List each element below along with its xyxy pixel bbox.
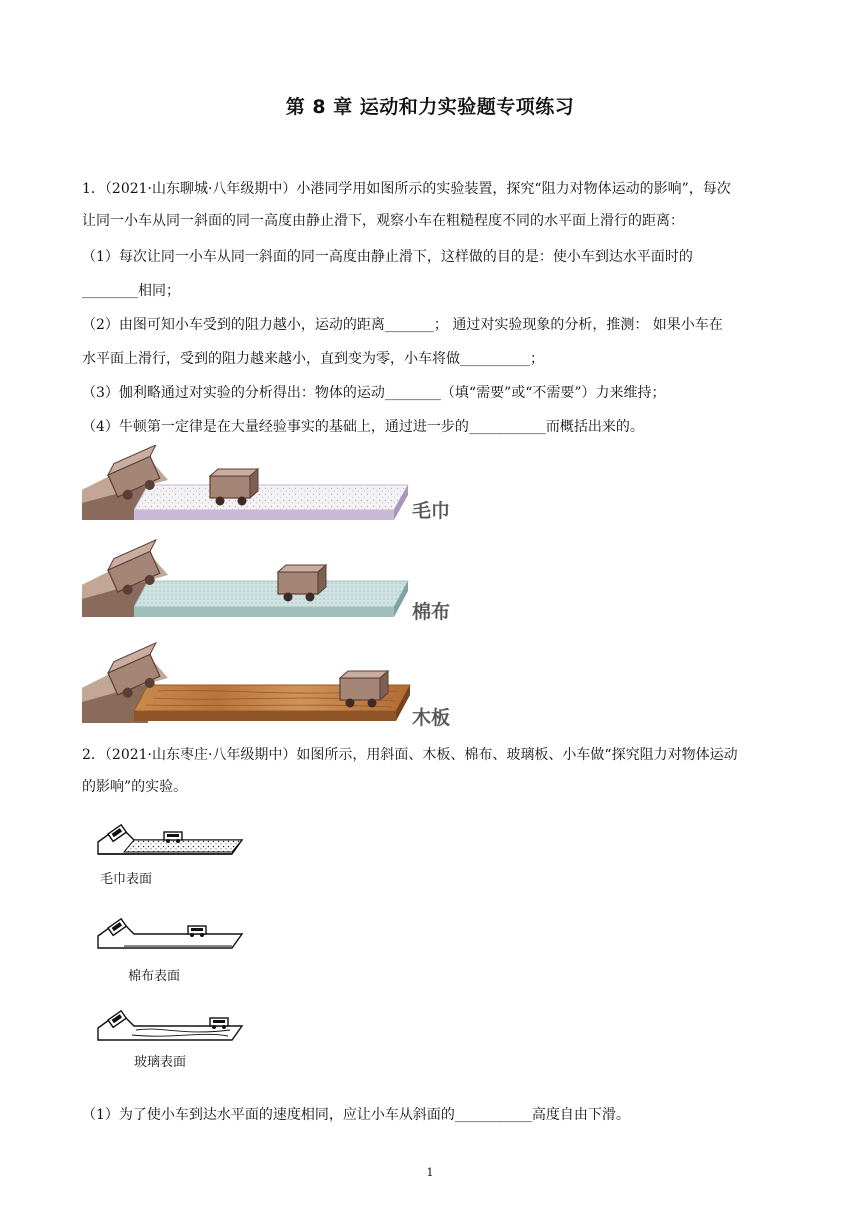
- q2-cloth-label: 棉布表面: [128, 969, 181, 984]
- q2-cloth-setup: [98, 919, 242, 948]
- q2-glass-setup: [98, 1011, 242, 1040]
- board-setup: [82, 643, 410, 723]
- q1-experiment-figure: [78, 445, 468, 730]
- q2-experiment-figure: [92, 820, 252, 1072]
- q1-part1-line: （1）每次让同一小车从同一斜面的同一高度由静止滑下，这样做的目的是：使小车到达水平面时的: [82, 249, 693, 265]
- cloth-setup: [82, 540, 408, 617]
- towel-label: 毛巾: [412, 500, 451, 522]
- q2-glass-label: 玻璃表面: [134, 1055, 187, 1070]
- towel-setup: [82, 445, 408, 520]
- cloth-label: 棉布: [412, 601, 451, 623]
- q2-towel-setup: [98, 825, 242, 854]
- q2-part1-line: （1）为了使小车到达水平面的速度相同，应让小车从斜面的___________高度自由下滑。: [82, 1107, 630, 1123]
- q2-towel-label: 毛巾表面: [100, 872, 153, 887]
- q1-part2-line: （2）由图可知小车受到的阻力越小，运动的距离_______； 通过对实验现象的分析，推测： 如果小车在: [82, 317, 723, 333]
- q1-stem-line-1: 1．（2021·山东聊城·八年级期中）小港同学用如图所示的实验装置，探究“阻力对物体运动的影响”，每次: [82, 181, 731, 197]
- q2-stem-line-2: 的影响”的实验。: [82, 779, 188, 795]
- q1-part3-line: （3）伽利略通过对实验的分析得出：物体的运动________（填“需要”或“不需要”）力来维持；: [82, 385, 666, 401]
- page-title: 第 8 章 运动和力实验题专项练习: [285, 96, 575, 118]
- q1-part4-line: （4）牛顿第一定律是在大量经验事实的基础上，通过进一步的___________而概括出来的。: [82, 419, 644, 435]
- q1-stem-line-2: 让同一小车从同一斜面的同一高度由静止滑下，观察小车在粗糙程度不同的水平面上滑行的距离：: [82, 213, 684, 229]
- q1-part2-cont-line: 水平面上滑行，受到的阻力越来越小，直到变为零，小车将做__________；: [82, 351, 544, 367]
- q2-stem-line-1: 2．（2021·山东枣庄·八年级期中）如图所示，用斜面、木板、棉布、玻璃板、小车做“探究阻力对物体运动: [82, 747, 738, 763]
- board-label: 木板: [412, 707, 451, 729]
- q1-part1-blank-line: ________相同；: [82, 283, 180, 299]
- page-number: 1: [426, 1166, 434, 1179]
